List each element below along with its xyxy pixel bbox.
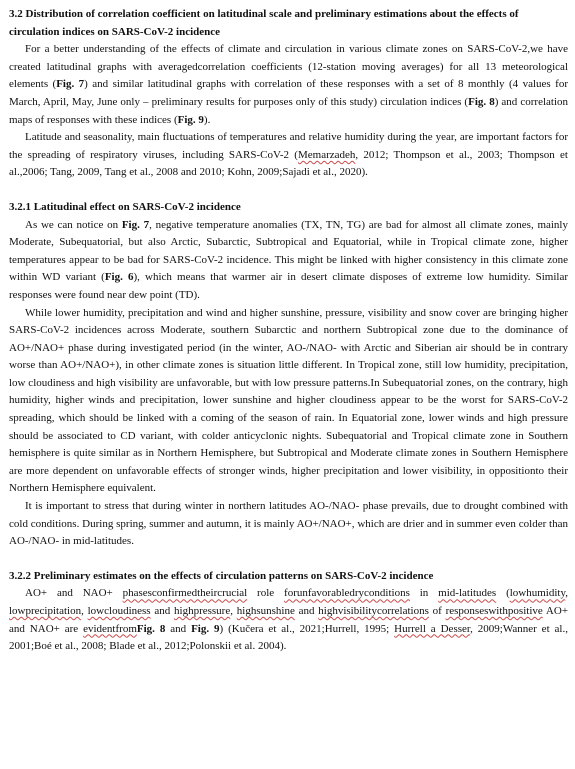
section-heading-3-2: 3.2 Distribution of correlation coefficient on latitudinal scale and preliminary estimations about the effects of circulation indices on SARS-CoV-2 incidence <box>9 8 519 38</box>
paragraph-3-2-1-3: It is important to stress that during winter in northern latitudes AO-/NAO- phase prevails, due to drought combined with cold conditions. During spring, summer and autumn, it is mainly AO+/NAO+, which are drier and in summer even colder than AO-/NAO- in mid-latitudes. <box>9 500 568 548</box>
paragraph-3-2-2 <box>9 129 568 182</box>
text-run: As we can notice on <box>25 218 122 231</box>
text-run: , 2009;Wanner et al., 2001;Boé et al., 2008; Blade et al., 2012;Polonskii et al. 2004). <box>9 622 568 653</box>
figure-ref-fig7: Fig. 7 <box>121 218 150 231</box>
text-run: , <box>81 605 88 617</box>
spellcheck-word: Hurrell a Desser <box>394 622 471 635</box>
paragraph-3-2-1-2: While lower humidity, precipitation and wind and higher sunshine, pressure, visibility and snow cover are bringing higher SARS-CoV-2 incidences across Moderate, southern Subarctic and northern Subtropical zone due to the dominance of AO+/NAO+ phase during investigated period (in the winter, AO-/NAO- with Arctic and Siberian air should be in contrary worse than AO+/NAO+), in other climate zones is situation little different. In Tropical zone, still low humidity, precipitation, low cloudiness and high visibility are unfavorable, but with low pressure patterns.In Subequatorial zones, on the contrary, high humidity, higher winds and precipitation, lower sunshine and higher cloudiness appear to be the worst for SARS-CoV-2 spreading, which should be linked with a coming of the season of rain. In Equatorial zone, lower winds and high pressure should be associated to CD variant, with colder anticyclonic nights. Subequatorial and Tropical climate zone in Southern hemisphere is quite similar as in Northern Hemisphere, but Subtropical and Moderate climate zones in Southern Hemisphere are more dependent on unfavorable effects of stronger winds, higher precipitation and lower visibility, in oppositionto their Northern Hemisphere equivalent. <box>9 306 568 495</box>
document-page <box>9 6 568 656</box>
spellcheck-word: lowhumidity <box>509 587 566 600</box>
text-run: ) and similar latitudinal graphs with correlation of these responses with a set of 8 monthly (4 values for March, April, May, June only – preliminary results for purposes only of this study) circulation indices ( <box>9 78 568 108</box>
spellcheck-word: mid-latitudes <box>438 587 497 600</box>
spellcheck-word: highpressure <box>174 605 231 617</box>
spellcheck-word: forunfavorabledryconditions <box>284 587 410 600</box>
figure-ref-fig6: Fig. 6 <box>104 271 134 284</box>
text-run: and <box>294 605 319 617</box>
text-run: and <box>165 622 192 635</box>
spellcheck-word: evidentfrom <box>83 622 137 635</box>
text-run: For a better understanding of the effects of climate and circulation in various climate zones on SARS-CoV-2,we have created latitudinal graphs with averagedcorrelation coefficients (12-station moving averages) for all 13 meteorological elements ( <box>9 43 568 91</box>
text-run: ) and correlation maps of responses with these indices ( <box>9 95 569 126</box>
spellcheck-word: Memarzadeh <box>297 148 356 161</box>
text-run: , negative temperature anomalies (TX, TN, TG) are bad for almost all climate zones, mainly Moderate, Subequatorial, but also Arctic, Subarctic, Subtropical and Equatorial, while in Tropical climate zone, higher temperatures appear to be bad for SARS-CoV-2 incidence. This might be linked with higher consistency in this climate zone within WD variant ( <box>9 218 568 284</box>
spacer <box>9 182 568 199</box>
paragraph-3-2-2-1 <box>9 585 568 655</box>
text-run: ) (Kučera et al., 2021;Hurrell, 1995; <box>219 622 395 635</box>
spacer <box>9 551 568 568</box>
text-run: role <box>247 587 285 600</box>
text-run: AO+ and NAO+ <box>25 587 123 600</box>
spellcheck-word: phasesconfirmedtheircrucial <box>122 587 248 600</box>
text-run: ). <box>203 113 211 126</box>
text-run: , 2012; Thompson et al., 2003; Thompson et al.,2006; Tang, 2009, Tang et al., 2008 and 2010; Kohn, 2009;Sajadi et al., 2020). <box>9 148 568 179</box>
spellcheck-word: highsunshine <box>236 605 295 617</box>
text-run: , <box>230 605 237 617</box>
paragraph-3-2-1 <box>9 41 568 129</box>
spellcheck-word: highvisibilitycorrelations <box>318 605 429 617</box>
spellcheck-word: lowcloudiness <box>87 605 151 617</box>
figure-ref-fig7: Fig. 7 <box>56 78 85 91</box>
spellcheck-word: lowprecipitation <box>9 605 82 617</box>
section-heading-3-2-1: 3.2.1 Latitudinal effect on SARS-CoV-2 incidence <box>9 200 241 213</box>
text-run: ), which means that warmer air in desert climate disposes of extreme low humidity. Similar responses were found near dew point (TD). <box>9 271 569 301</box>
text-run: in <box>409 587 439 600</box>
spellcheck-word: responseswithpositive <box>445 605 543 617</box>
text-run: of <box>428 605 446 617</box>
figure-ref-fig9: Fig. 9 <box>177 113 204 126</box>
figure-ref-fig8: Fig. 8 <box>136 622 166 635</box>
figure-ref-fig8: Fig. 8 <box>468 95 495 108</box>
text-run: ( <box>496 587 510 600</box>
section-heading-3-2-2: 3.2.2 Preliminary estimates on the effects of circulation patterns on SARS-CoV-2 incidence <box>9 569 434 582</box>
figure-ref-fig9: Fig. 9 <box>191 622 220 635</box>
text-run: , <box>565 587 569 600</box>
text-run: AO+ and NAO+ are <box>9 605 569 635</box>
text-run: and <box>150 605 175 617</box>
text-run: Latitude and seasonality, main fluctuations of temperatures and relative humidity during the year, are important factors for the spreading of respiratory viruses, including SARS-CoV-2 ( <box>9 131 568 161</box>
paragraph-3-2-1-1 <box>9 217 568 305</box>
